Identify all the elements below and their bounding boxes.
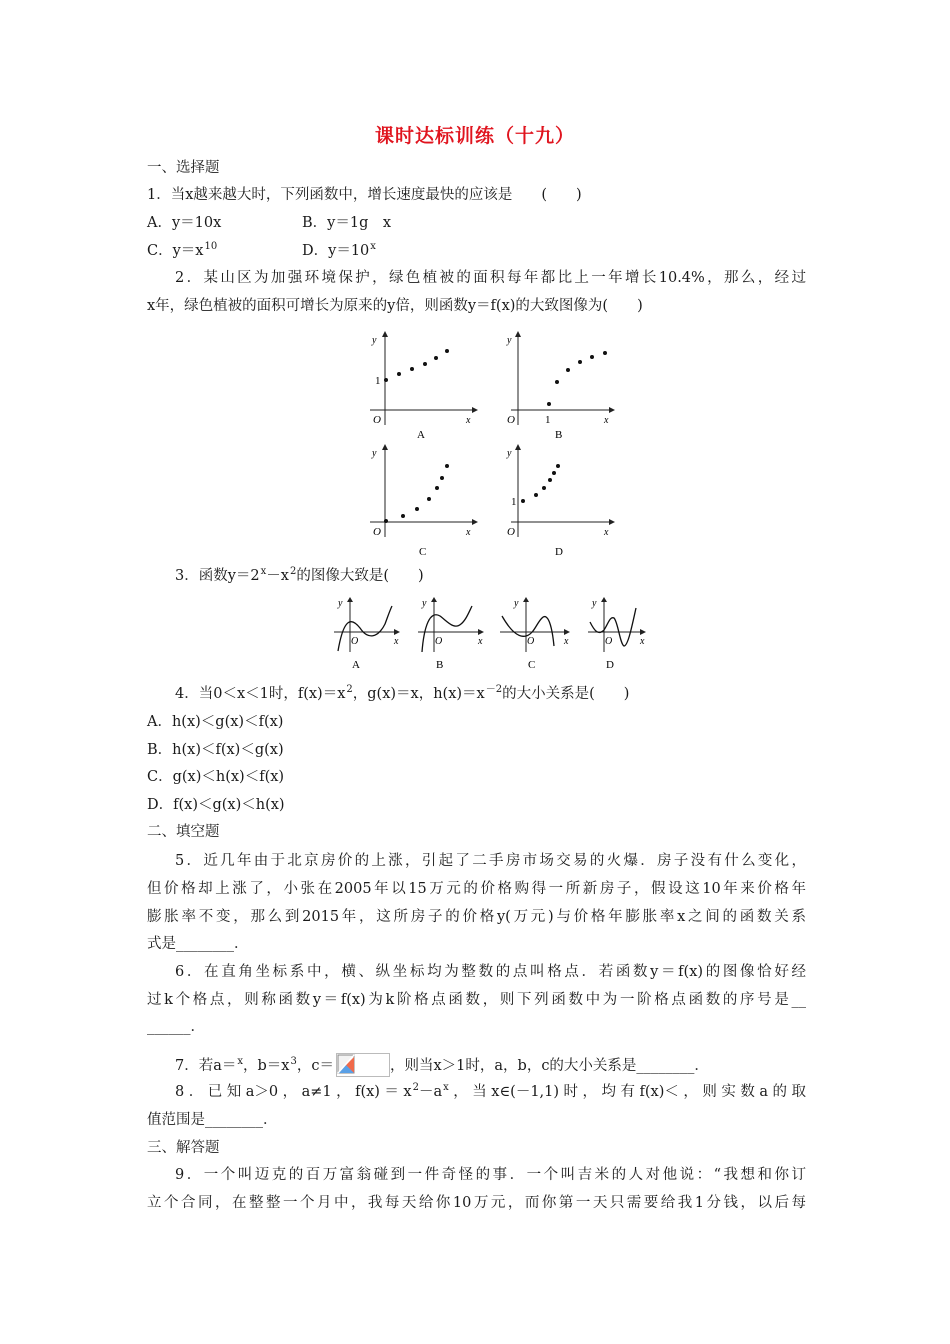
question-5-line4: 式是________． <box>147 936 249 952</box>
question-8-line2: 值范围是________． <box>147 1112 278 1128</box>
question-8-line1: 8．已知a＞0，a≠1，$f(x)=x^2-a^x$，当x∈(－1,1)时，均有f(x)＜，则实数a的取 <box>175 1082 806 1100</box>
y-axis-label: y <box>507 448 512 459</box>
svg-text:y: y <box>338 598 343 609</box>
svg-text:y: y <box>514 598 519 609</box>
q4-option-a: A．h(x)＜g(x)＜f(x) <box>147 714 284 730</box>
svg-text:D: D <box>606 659 614 671</box>
svg-text:x: x <box>478 636 483 647</box>
svg-text:x: x <box>394 636 399 647</box>
missing-formula-image-icon <box>336 1053 390 1077</box>
x-axis-label: x <box>604 527 609 538</box>
tick-label-1: 1 <box>375 375 381 387</box>
q1-option-a: A．y＝10x <box>147 215 222 231</box>
q2-graph-b <box>505 325 625 443</box>
question-3-stem: 3．函数$y=2^x-x^2$的图像大致是( ) <box>175 566 424 584</box>
svg-text:C: C <box>528 659 536 671</box>
svg-text:A: A <box>352 659 360 671</box>
q2-graph-a <box>360 325 480 443</box>
q1-option-b: B．y＝1g x <box>302 215 392 231</box>
tick-label-1: 1 <box>511 496 517 508</box>
option-label: B <box>555 429 563 441</box>
option-label: D <box>555 546 563 558</box>
q3-graph-c <box>496 596 576 676</box>
option-label: A <box>417 429 425 441</box>
q3-graph-d <box>584 596 654 676</box>
svg-text:x: x <box>564 636 569 647</box>
question-5-line1: 5．近几年由于北京房价的上涨，引起了二手房市场交易的火爆．房子没有什么变化， <box>175 853 806 869</box>
question-7-stem: 7．若a＝$^x$，$b=x^3$，c＝ ，则当x＞1时，a，b，c的大小关系是________． <box>175 1053 709 1078</box>
y-axis-label: y <box>507 335 512 346</box>
svg-text:O: O <box>527 636 535 647</box>
question-1-stem: 1．当x越来越大时，下列函数中，增长速度最快的应该是 ( ) <box>147 187 582 203</box>
svg-text:y: y <box>592 598 597 609</box>
question-6-line1: 6．在直角坐标系中，横、纵坐标均为整数的点叫格点．若函数y＝f(x)的图像恰好经 <box>175 964 806 980</box>
option-label: C <box>419 546 427 558</box>
section-heading: 三、解答题 <box>147 1140 220 1156</box>
svg-text:O: O <box>605 636 613 647</box>
question-5-line2: 但价格却上涨了，小张在2005年以15万元的价格购得一所新房子，假设这10年来价格年 <box>147 881 806 897</box>
question-2-line1: 2．某山区为加强环境保护，绿色植被的面积每年都比上一年增长10.4%，那么，经过 <box>175 270 806 286</box>
q3-graph-b <box>414 596 489 676</box>
q4-option-d: D．f(x)＜g(x)＜h(x) <box>147 797 285 813</box>
question-5-line3: 膨胀率不变，那么到2015年，这所房子的价格y(万元)与价格年膨胀率x之间的函数关系 <box>147 909 806 925</box>
question-6-line3: ______． <box>147 1019 205 1035</box>
x-axis-label: x <box>466 527 471 538</box>
tick-label-1: 1 <box>545 414 551 426</box>
q2-graph-c <box>360 442 480 560</box>
x-axis-label: x <box>466 415 471 426</box>
q1-option-c: C．$y=x^{10}$ <box>147 241 218 259</box>
question-9-line2: 立个合同，在整整一个月中，我每天给你10万元，而你第一天只需要给我1分钱，以后每 <box>147 1195 806 1211</box>
svg-text:x: x <box>640 636 645 647</box>
page-title: 课时达标训练（十九） <box>374 125 575 147</box>
svg-text:y: y <box>422 598 427 609</box>
svg-text:O: O <box>435 636 443 647</box>
origin-label: O <box>373 526 381 538</box>
question-2-line2: x年，绿色植被的面积可增长为原来的y倍，则函数y＝f(x)的大致图像为( ) <box>147 298 643 314</box>
section-heading: 一、选择题 <box>147 160 220 176</box>
y-axis-label: y <box>372 335 377 346</box>
section-heading: 二、填空题 <box>147 824 220 840</box>
origin-label: O <box>507 414 515 426</box>
svg-text:O: O <box>351 636 359 647</box>
q3-graph-a <box>330 596 405 676</box>
svg-text:B: B <box>436 659 444 671</box>
y-axis-label: y <box>372 448 377 459</box>
q1-option-d: D．$y=10^x$ <box>302 241 376 259</box>
x-axis-label: x <box>604 415 609 426</box>
origin-label: O <box>507 526 515 538</box>
question-6-line2: 过k个格点，则称函数y＝f(x)为k阶格点函数，则下列函数中为一阶格点函数的序号是__ <box>147 992 806 1008</box>
question-9-line1: 9．一个叫迈克的百万富翁碰到一件奇怪的事．一个叫吉米的人对他说：“我想和你订 <box>175 1167 806 1183</box>
origin-label: O <box>373 414 381 426</box>
q4-option-b: B．h(x)＜f(x)＜g(x) <box>147 742 284 758</box>
q2-graph-d <box>505 442 625 560</box>
q4-option-c: C．g(x)＜h(x)＜f(x) <box>147 769 285 785</box>
question-4-stem: 4．当0＜x＜1时，$f(x)=x^2$，g(x)＝x，$h(x)=x^{-2}$的大小关系是( ) <box>175 684 630 702</box>
